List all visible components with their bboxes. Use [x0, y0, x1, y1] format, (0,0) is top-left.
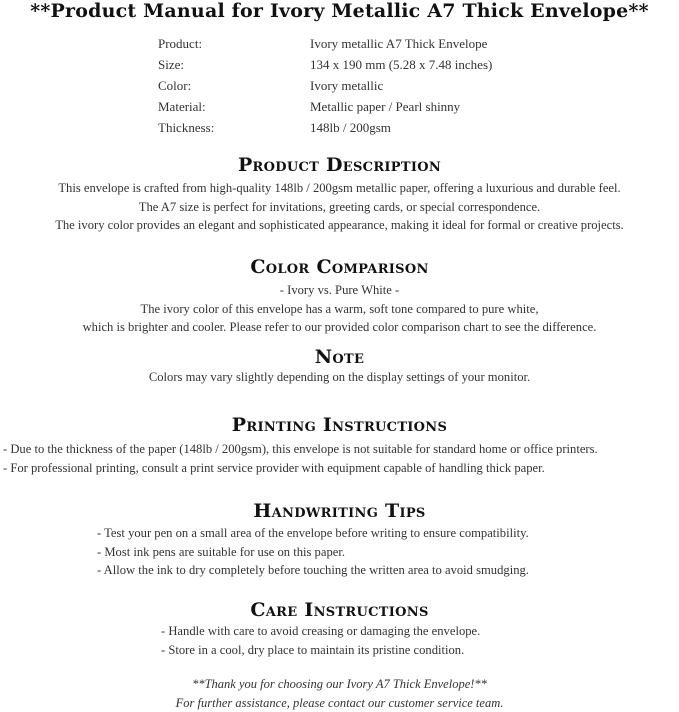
note-line: Colors may vary slightly depending on the display settings of your monitor. — [148, 370, 531, 384]
printing-line: - For professional printing, consult a print service provider with equipment capable of handling thick paper. — [3, 460, 545, 475]
spec-value: 134 x 190 mm (5.28 x 7.48 inches) — [310, 57, 493, 72]
handwriting-line: - Most ink pens are suitable for use on this paper. — [97, 544, 345, 559]
section-heading-comparison: Color Comparison — [250, 256, 429, 278]
description-line: The A7 size is perfect for invitations, greeting cards, or special correspondence. — [138, 199, 541, 214]
section-heading-printing: Printing Instructions — [231, 414, 448, 436]
spec-label: Size: — [158, 57, 184, 72]
section-heading-handwriting: Handwriting Tips — [253, 500, 426, 522]
description-text — [0, 179, 679, 235]
spec-value: Ivory metallic — [310, 78, 384, 93]
comparison-line: - Ivory vs. Pure White - — [279, 283, 400, 297]
thank-you-line: **Thank you for choosing our Ivory A7 Thick Envelope!** — [192, 677, 487, 691]
spec-value: 148lb / 200gsm — [310, 120, 391, 135]
spec-value: Ivory metallic A7 Thick Envelope — [310, 36, 488, 51]
section-heading-description: Product Description — [237, 154, 442, 176]
care-line: - Store in a cool, dry place to maintain its pristine condition. — [161, 642, 465, 657]
thank-you-note — [0, 675, 679, 712]
printing-text — [0, 440, 679, 477]
description-line: This envelope is crafted from high-quality 148lb / 200gsm metallic paper, offering a luxurious and durable feel. — [58, 181, 621, 195]
page-title: **Product Manual for Ivory Metallic A7 Thick Envelope** — [30, 0, 649, 22]
spec-label: Material: — [158, 99, 206, 114]
spec-value: Metallic paper / Pearl shinny — [310, 99, 461, 114]
care-line: - Handle with care to avoid creasing or damaging the envelope. — [161, 624, 481, 638]
comparison-line: which is brighter and cooler. Please refer to our provided color comparison chart to see the difference. — [82, 320, 597, 334]
printing-line: - Due to the thickness of the paper (148lb / 200gsm), this envelope is not suitable for standard home or office printers. — [3, 442, 598, 456]
comparison-line: The ivory color of this envelope has a warm, soft tone compared to pure white, — [140, 301, 539, 316]
handwriting-line: - Allow the ink to dry completely before touching the written area to avoid smudging. — [97, 563, 529, 577]
care-text — [158, 622, 679, 659]
spec-label: Thickness: — [158, 120, 215, 135]
section-heading-care: Care Instructions — [250, 599, 429, 621]
assistance-line: For further assistance, please contact our customer service team. — [175, 695, 504, 710]
description-line: The ivory color provides an elegant and sophisticated appearance, making it ideal for formal or creative projects. — [55, 218, 624, 232]
handwriting-line: - Test your pen on a small area of the envelope before writing to ensure compatibility. — [97, 526, 529, 540]
note-text — [0, 368, 679, 387]
spec-label: Product: — [158, 36, 203, 51]
comparison-text — [0, 281, 679, 337]
handwriting-text — [94, 524, 679, 580]
spec-label: Color: — [158, 78, 192, 93]
section-heading-note: Note — [314, 346, 365, 368]
